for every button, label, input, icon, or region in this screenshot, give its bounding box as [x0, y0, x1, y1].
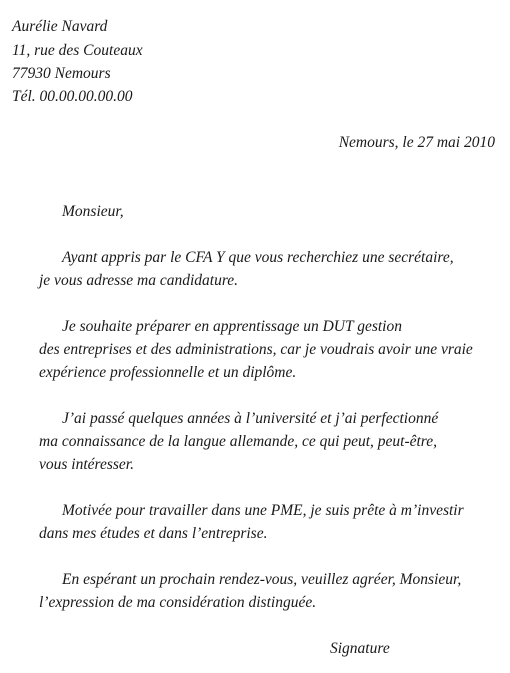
paragraph-line: dans mes études et dans l’entreprise.	[39, 525, 268, 542]
sender-city: 77930 Nemours	[12, 65, 111, 82]
paragraph-line: vous intéresser.	[39, 456, 134, 473]
paragraph-line: je vous adresse ma candidature.	[39, 272, 239, 289]
paragraph-line: expérience professionnelle et un diplôme.	[39, 364, 297, 381]
sender-phone: Tél. 00.00.00.00.00	[12, 88, 133, 105]
paragraph-line: Ayant appris par le CFA Y que vous recherchiez une secrétaire,	[62, 249, 454, 266]
paragraph-line: des entreprises et des administrations, car je voudrais avoir une vraie	[39, 341, 473, 358]
salutation: Monsieur,	[62, 203, 124, 220]
sender-name: Aurélie Navard	[12, 18, 108, 35]
signature: Signature	[330, 640, 390, 657]
date-line: Nemours, le 27 mai 2010	[338, 134, 495, 151]
sender-street: 11, rue des Couteaux	[12, 42, 143, 59]
paragraph-line: ma connaissance de la langue allemande, ce qui peut, peut-être,	[39, 433, 438, 450]
paragraph-line: J’ai passé quelques années à l’université et j’ai perfectionné	[62, 410, 439, 427]
paragraph-line: Motivée pour travailler dans une PME, je suis prête à m’investir	[62, 502, 464, 519]
paragraph-line: En espérant un prochain rendez-vous, veuillez agréer, Monsieur,	[62, 571, 462, 588]
paragraph-line: l’expression de ma considération distinguée.	[39, 594, 317, 611]
paragraph-line: Je souhaite préparer en apprentissage un DUT gestion	[62, 318, 402, 335]
